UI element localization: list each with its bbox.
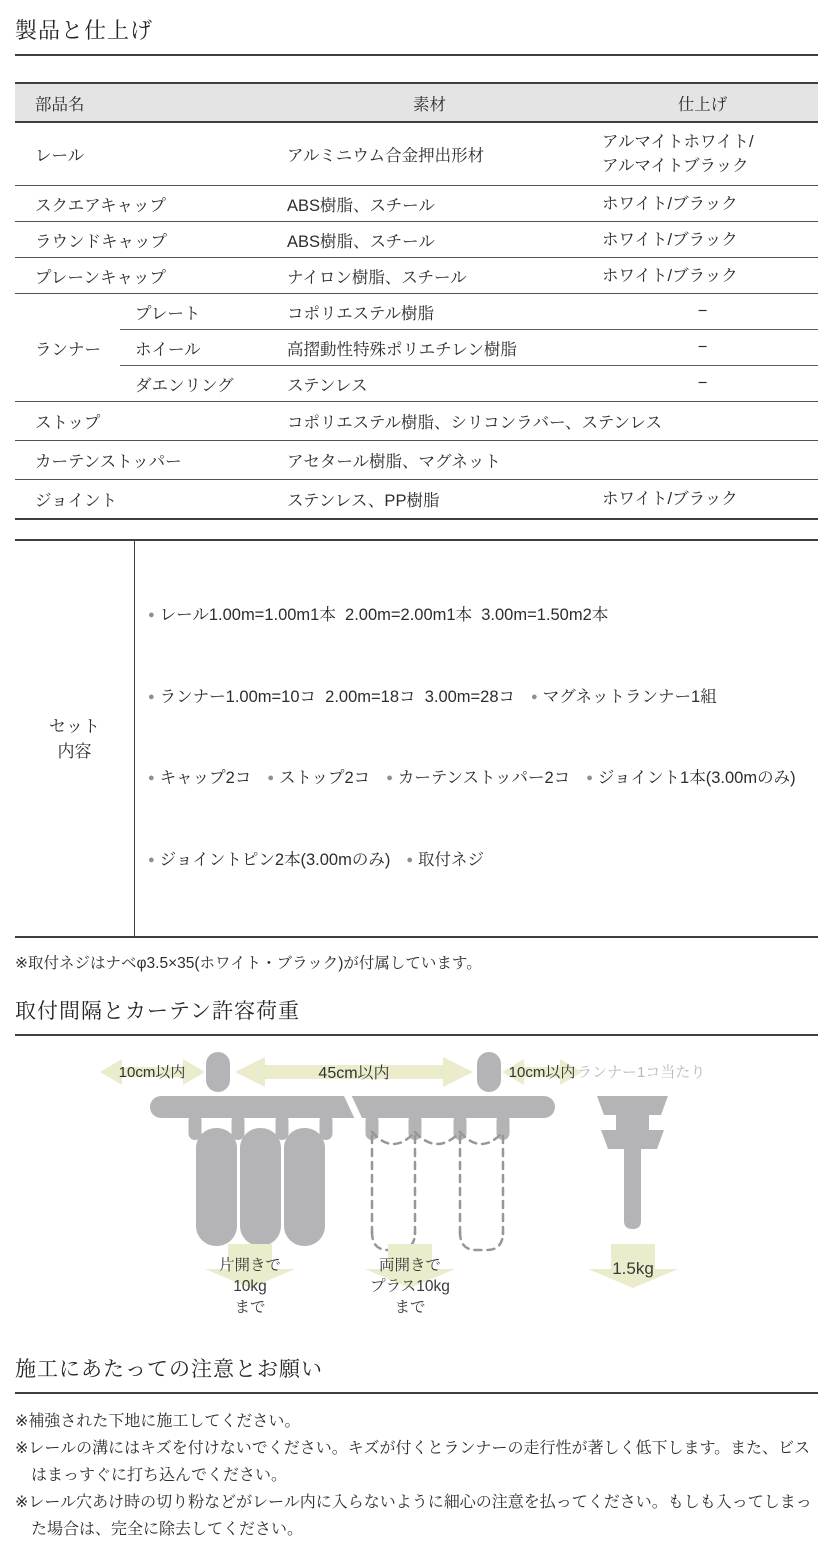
set-contents-list xyxy=(135,541,818,936)
set-line xyxy=(148,602,814,631)
page-title: 製品と仕上げ xyxy=(15,18,154,43)
load-label-left xyxy=(219,1256,281,1316)
part-name-cell: ジョイント xyxy=(35,492,118,510)
part-name-cell: スクエアキャップ xyxy=(35,196,167,215)
material-cell: アルミニウム合金押出形材 xyxy=(287,147,485,165)
set-line xyxy=(148,847,814,876)
finish-cell: ホワイト/ブラック xyxy=(602,230,738,249)
set-label-line1: セット xyxy=(49,716,100,736)
part-name-cell: ラウンドキャップ xyxy=(35,232,167,251)
set-item-text: カーテンストッパー2コ xyxy=(397,769,571,787)
mounting-screw-icon xyxy=(206,1052,230,1092)
set-item-text: マグネットランナー1組 xyxy=(542,687,717,706)
finish-line-1: アルマイトホワイト/ xyxy=(602,133,754,151)
set-contents-box xyxy=(15,539,818,938)
finish-cell xyxy=(587,130,818,178)
svg-text:10kg: 10kg xyxy=(233,1278,267,1295)
load-label-center xyxy=(370,1256,450,1316)
bullet-icon: ● xyxy=(531,690,538,703)
finish-cell: − xyxy=(697,302,708,320)
finish-cell: ホワイト/ブラック xyxy=(602,490,738,508)
note-line: ※レール穴あけ時の切り粉などがレール内に入らないように細心の注意を払ってください。もしも入ってしまった場合は、完全に除去してください。 xyxy=(15,1494,812,1538)
finish-line-2: アルマイトブラック xyxy=(602,157,749,175)
set-item-text: ランナー1.00m=10コ 2.00m=18コ 3.00m=28コ xyxy=(159,687,516,706)
bullet-icon: ● xyxy=(586,772,593,784)
curtain-dashed-graphic xyxy=(372,1132,503,1250)
table-row xyxy=(15,123,818,186)
dimension-label-center: 45cm以内 xyxy=(318,1065,390,1082)
material-cell: 高摺動性特殊ポリエチレン樹脂 xyxy=(287,340,517,359)
mounting-screw-icon xyxy=(477,1052,501,1092)
material-cell: ステンレス、PP樹脂 xyxy=(287,492,440,510)
part-name-cell: ストップ xyxy=(35,414,101,432)
finish-cell: ホワイト/ブラック xyxy=(602,194,738,213)
sub-part-cell: ダエンリング xyxy=(135,376,234,395)
set-item-text: キャップ2コ xyxy=(159,769,252,787)
load-label-right: 1.5kg xyxy=(612,1259,654,1278)
dimension-label-right: 10cm以内 xyxy=(508,1064,576,1081)
dimension-label-left: 10cm以内 xyxy=(118,1064,186,1081)
bullet-icon: ● xyxy=(406,853,414,866)
material-cell: ナイロン樹脂、スチール xyxy=(287,268,467,287)
sub-part-cell: ホイール xyxy=(135,340,201,359)
svg-text:まで: まで xyxy=(394,1299,426,1316)
finish-cell: ホワイト/ブラック xyxy=(602,266,738,285)
table-row xyxy=(15,480,818,518)
table-row xyxy=(15,402,818,441)
header-part-name: 部品名 xyxy=(35,95,85,114)
bullet-icon: ● xyxy=(386,772,393,784)
construction-section-title: 施工にあたっての注意とお願い xyxy=(15,1358,323,1381)
set-contents-label xyxy=(15,541,135,936)
runner-sub-rows xyxy=(120,294,818,401)
part-name-cell: レール xyxy=(35,147,85,165)
note-line: ※レールの溝にはキズを付けないでください。キズが付くとランナーの走行性が著しく低下します。また、ビスはまっすぐに打ち込んでください。 xyxy=(15,1440,811,1484)
screw-note: ※取付ネジはナベφ3.5×35(ホワイト・ブラック)が付属しています。 xyxy=(15,955,482,972)
bullet-icon: ● xyxy=(148,853,155,866)
table-row xyxy=(15,186,818,222)
set-line xyxy=(148,684,814,713)
table-row xyxy=(15,441,818,480)
bullet-icon: ● xyxy=(267,772,274,784)
sub-part-cell: プレート xyxy=(135,304,201,323)
bullet-icon: ● xyxy=(148,690,155,703)
material-cell: アセタール樹脂、マグネット xyxy=(287,453,501,471)
bullet-icon: ● xyxy=(148,772,155,784)
table-row xyxy=(15,258,818,294)
bullet-icon: ● xyxy=(148,609,155,621)
material-cell: ステンレス xyxy=(287,376,368,395)
svg-text:プラス10kg: プラス10kg xyxy=(370,1278,450,1295)
table-row xyxy=(120,329,818,365)
parts-spec-table xyxy=(15,82,818,520)
material-cell: ABS樹脂、スチール xyxy=(287,232,435,251)
set-item-text: ジョイントピン2本(3.00mのみ) xyxy=(159,850,391,869)
table-row xyxy=(120,294,818,329)
svg-text:片開きで: 片開きで xyxy=(218,1257,282,1274)
set-line xyxy=(148,765,814,794)
construction-title-underline xyxy=(15,1392,818,1394)
set-item-text: ジョイント1本(3.00mのみ) xyxy=(597,769,796,787)
set-item-text: レール1.00m=1.00m1本 2.00m=2.00m1本 3.00m=1.50m2本 xyxy=(159,606,609,624)
mounting-diagram xyxy=(15,1036,818,1346)
part-name-cell: ランナー xyxy=(35,340,101,359)
header-material: 素材 xyxy=(413,95,446,114)
finish-cell: − xyxy=(697,374,708,392)
header-finish: 仕上げ xyxy=(677,95,728,114)
mounting-section-title: 取付間隔とカーテン許容荷重 xyxy=(15,1000,300,1023)
title-underline xyxy=(15,54,818,56)
set-item-text: ストップ2コ xyxy=(279,769,371,787)
runner-caption: ランナー1コ当たり xyxy=(577,1064,706,1081)
svg-text:まで: まで xyxy=(234,1299,266,1316)
curtain-solid-graphic xyxy=(196,1128,325,1246)
note-line: ※補強された下地に施工してください。 xyxy=(15,1413,301,1430)
runner-profile-graphic xyxy=(597,1096,668,1229)
table-header-row xyxy=(15,84,818,123)
svg-text:両開きで: 両開きで xyxy=(378,1257,442,1274)
material-cell: コポリエステル樹脂 xyxy=(287,304,435,323)
material-cell: コポリエステル樹脂、シリコンラバー、ステンレス xyxy=(287,414,662,432)
part-name-cell: プレーンキャップ xyxy=(35,268,167,287)
construction-notes xyxy=(15,1408,818,1543)
finish-cell: − xyxy=(697,338,708,356)
material-cell: ABS樹脂、スチール xyxy=(287,196,435,215)
table-row xyxy=(120,365,818,401)
set-label-line2: 内容 xyxy=(57,741,92,761)
part-name-cell: カーテンストッパー xyxy=(35,453,182,471)
runner-row-group xyxy=(15,294,818,402)
set-item-text: 取付ネジ xyxy=(418,850,485,869)
table-row xyxy=(15,222,818,258)
